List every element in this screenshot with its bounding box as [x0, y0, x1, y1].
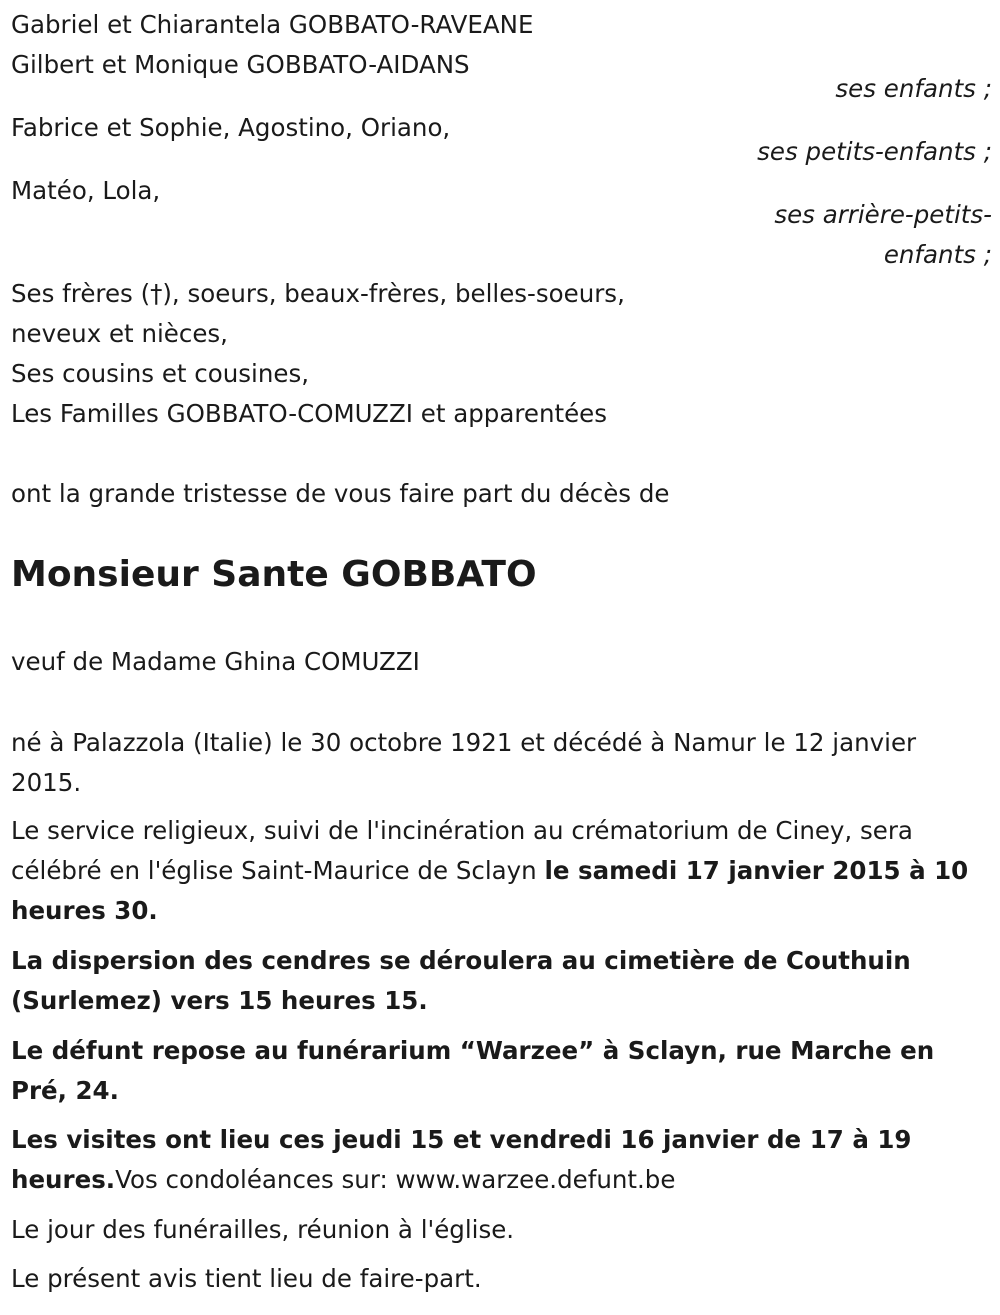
visits-paragraph: [11, 1120, 992, 1200]
birth-death: né à Palazzola (Italie) le 30 octobre 1921 et décédé à Namur le 12 janvier 2015.: [11, 728, 917, 797]
child-line-1: Gabriel et Chiarantela GOBBATO-RAVEANE: [11, 10, 534, 39]
grandchildren: Fabrice et Sophie, Agostino, Oriano,: [11, 113, 451, 142]
family-line-4: Les Familles GOBBATO-COMUZZI et apparentées: [11, 399, 607, 428]
rests-at: [11, 1031, 992, 1111]
family-line-2: neveux et nièces,: [11, 319, 228, 348]
great-grandchildren: Matéo, Lola,: [11, 176, 161, 205]
dispersion: [11, 941, 992, 1021]
service-paragraph: [11, 811, 992, 931]
child-line-2: Gilbert et Monique GOBBATO-AIDANS: [11, 50, 470, 79]
grandchildren-role: ses petits-enfants ;: [757, 137, 992, 166]
deceased-name: Monsieur Sante GOBBATO: [11, 554, 537, 595]
condolences-text: Vos condoléances sur: www.warzee.defunt.be: [115, 1165, 676, 1194]
family-line-1: Ses frères (†), soeurs, beaux-frères, belles-soeurs,: [11, 279, 625, 308]
service-text: Le service religieux, suivi de l'incinération au crématorium de Ciney, sera célébré en l'église Saint-Maurice de Sclayn: [11, 816, 913, 885]
announcement: ont la grande tristesse de vous faire part du décès de: [11, 479, 670, 508]
funeral-day: Le jour des funérailles, réunion à l'église.: [11, 1215, 515, 1244]
family-line-3: Ses cousins et cousines,: [11, 359, 309, 388]
dispersion-text: La dispersion des cendres se déroulera au cimetière de Couthuin (Surlemez) vers 15 heures 15.: [11, 946, 911, 1015]
children-role: ses enfants ;: [835, 74, 992, 103]
widower-of: veuf de Madame Ghina COMUZZI: [11, 647, 420, 676]
service-date: le samedi 17 janvier 2015 à 10 heures 30.: [11, 856, 969, 925]
notice: Le présent avis tient lieu de faire-part.: [11, 1264, 482, 1293]
great-grandchildren-role-2: enfants ;: [883, 240, 992, 269]
great-grandchildren-role-1: ses arrière-petits-: [774, 200, 992, 229]
family-block: [11, 274, 992, 434]
visits-text: Les visites ont lieu ces jeudi 15 et vendredi 16 janvier de 17 à 19 heures.: [11, 1125, 912, 1194]
rests-at-text: Le défunt repose au funérarium “Warzee” à Sclayn, rue Marche en Pré, 24.: [11, 1036, 935, 1105]
